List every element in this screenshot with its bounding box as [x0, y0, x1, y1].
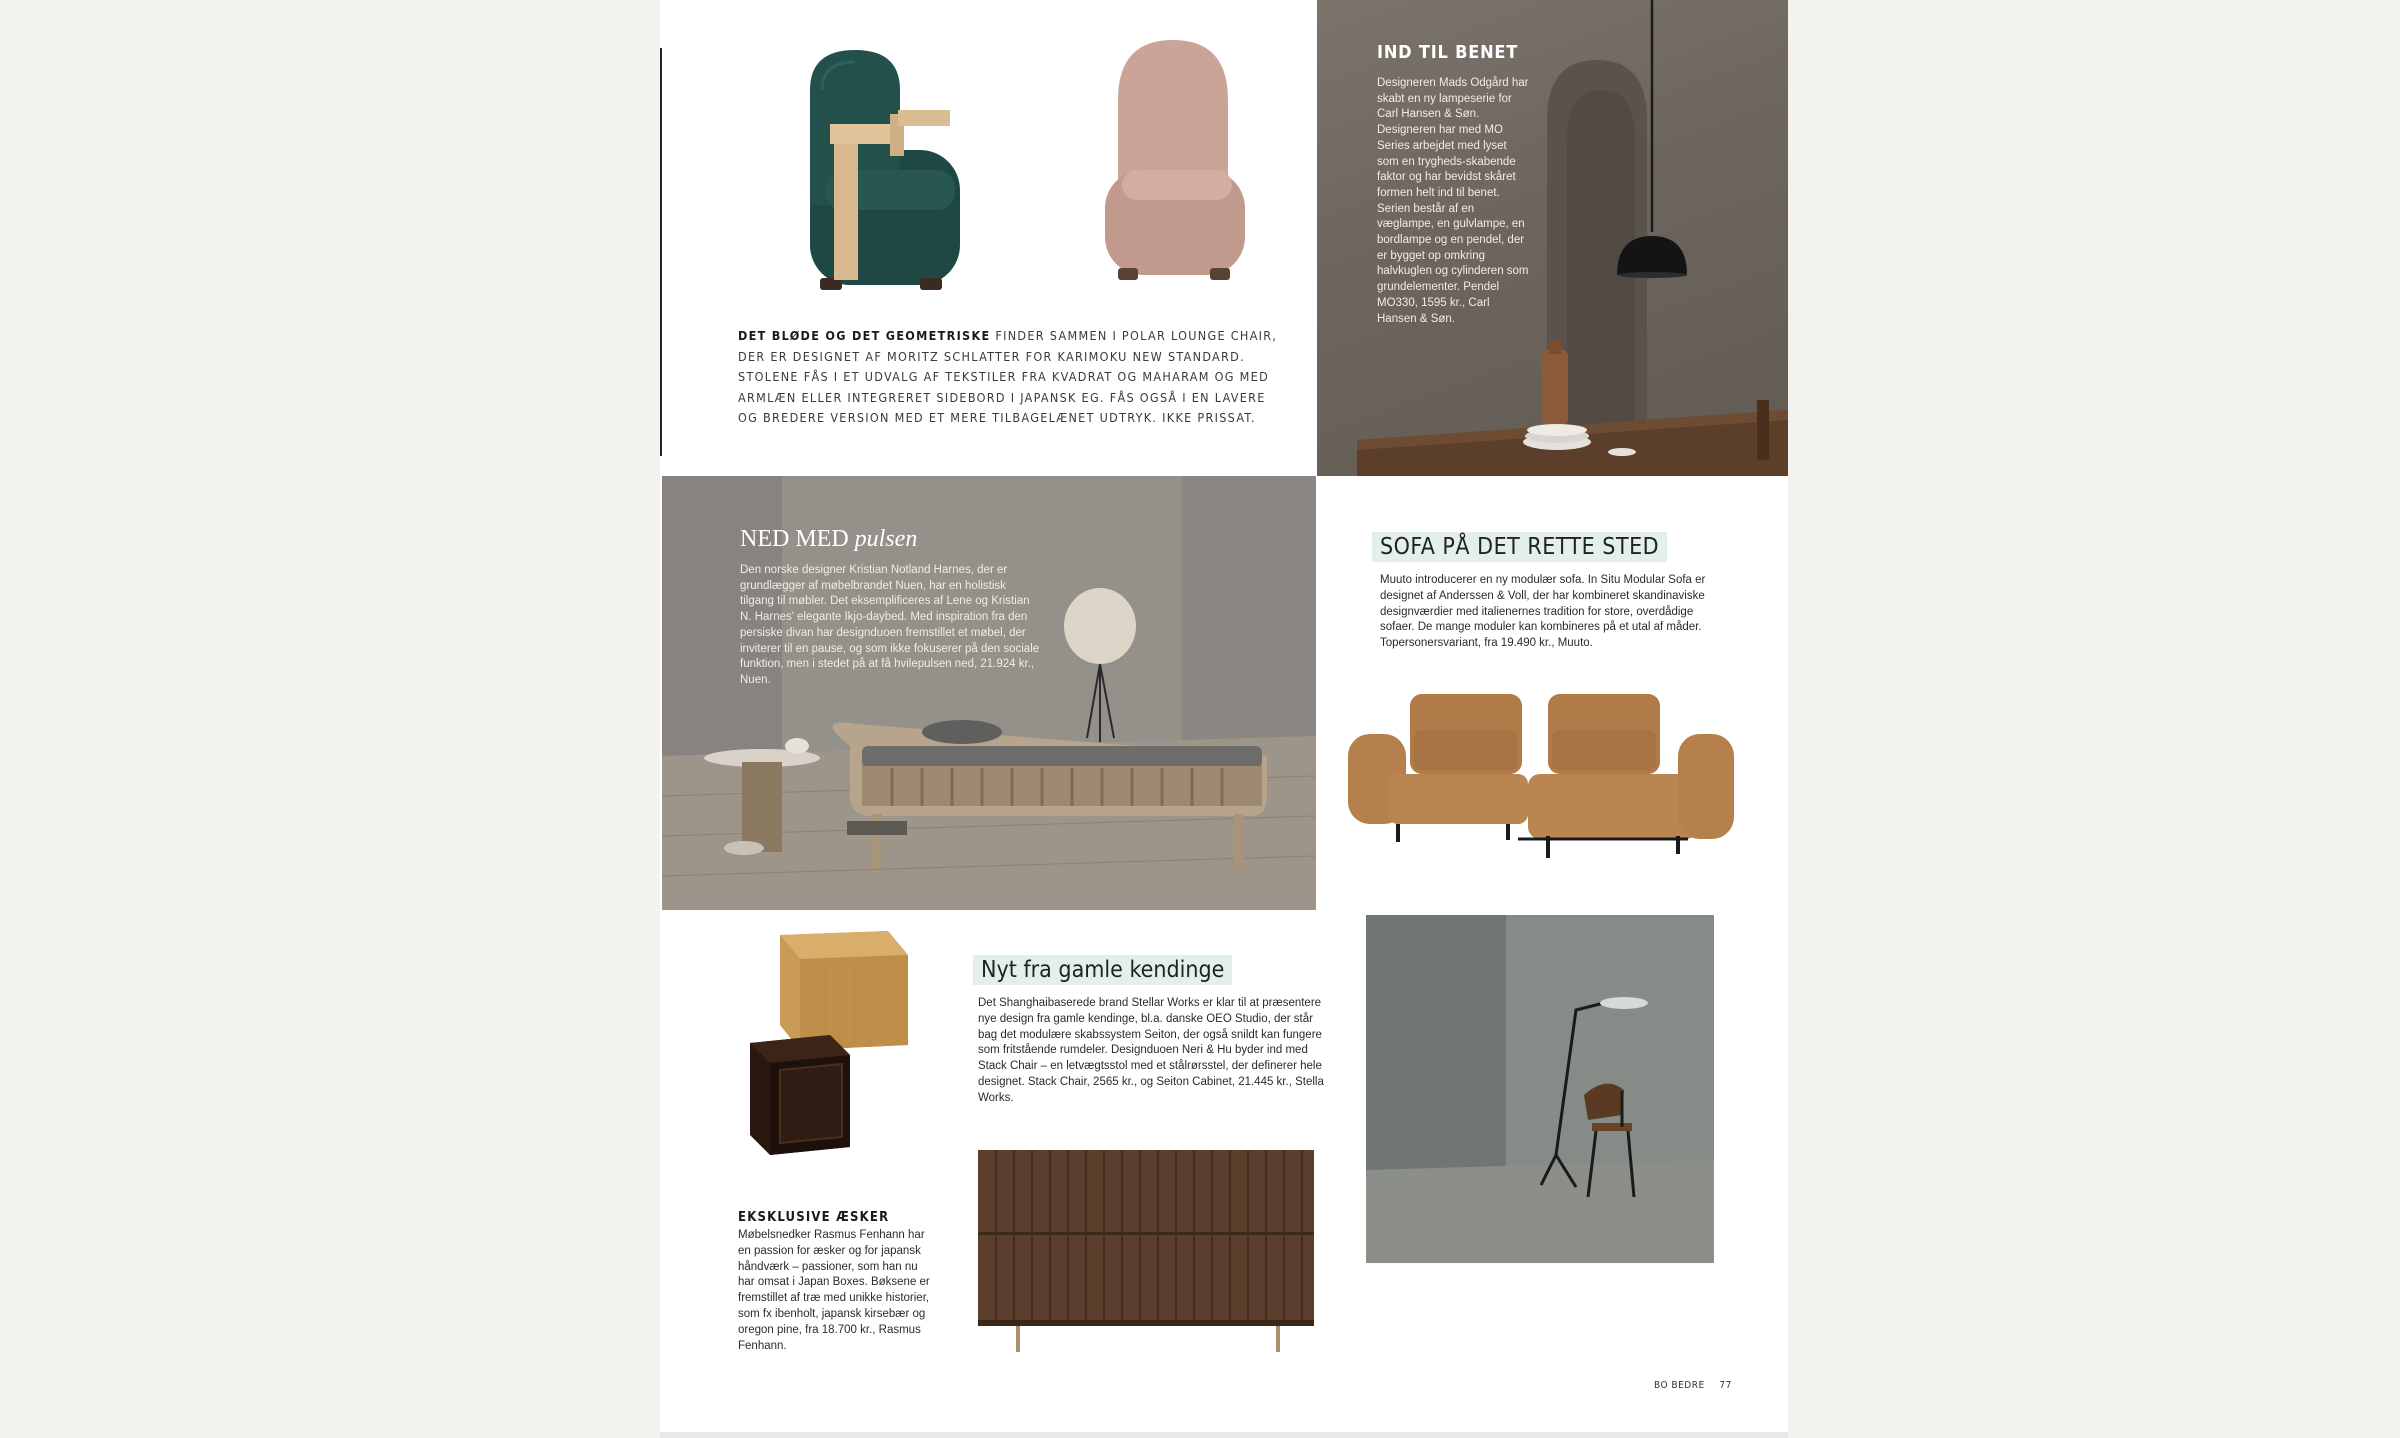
polar-chairs-image	[730, 30, 1330, 310]
folio-page: 77	[1719, 1380, 1732, 1391]
folio-magazine: BO BEDRE	[1654, 1380, 1705, 1391]
ikjo-daybed-title-italic: pulsen	[854, 526, 918, 552]
japan-boxes-title: EKSKLUSIVE ÆSKER	[738, 1210, 890, 1225]
mo-lamp-title: IND TIL BENET	[1377, 42, 1519, 63]
ikjo-daybed-title-main: NED MED	[740, 526, 855, 552]
japan-boxes-image	[730, 925, 950, 1175]
in-situ-sofa-image	[1348, 686, 1738, 876]
seiton-cabinet-image	[976, 1150, 1320, 1356]
magazine-page	[660, 0, 1788, 1438]
stack-chair-image	[1366, 915, 1714, 1263]
mo-lamp-body: Designeren Mads Odgård har skabt en ny lampeserie for Carl Hansen & Søn. Designeren har med MO Series arbejdet med lyset som en trygheds-skabende faktor og har bevidst skåret formen helt ind til benet. Serien består af en væglampe, en gulvlampe, en bordlampe og en pendel, der er bygget op omkring halvkuglen og cylinderen som grundelementer. Pendel MO330, 1595 kr., Carl Hansen & Søn.	[1377, 77, 1529, 325]
page-folio	[1654, 1380, 1732, 1391]
ikjo-daybed-title	[740, 526, 917, 553]
page-bottom-edge	[660, 1432, 1788, 1438]
ikjo-daybed-body: Den norske designer Kristian Notland Harnes, der er grundlægger af møbelbrandet Nuen, har en holistisk tilgang til møbler. Det eksemplificeres af Lene og Kristian N. Harnes' elegante Ikjo-daybed. Med inspiration fra den persiske divan har designduoen fremstillet et møbel, der inviterer til en pause, og som ikke fokuserer på den sociale funktion, men i stedet på at få hvilepulsen ned, 21.924 kr., Nuen.	[740, 564, 1040, 686]
margin-rule	[660, 48, 662, 456]
stellar-title	[973, 955, 1232, 985]
sofa-title	[1372, 532, 1667, 562]
ikjo-daybed-image	[662, 476, 1316, 910]
sofa-body: Muuto introducerer en ny modulær sofa. In Situ Modular Sofa er designet af Anderssen & Voll, der har kombineret skandinaviske designværdier med italienernes tradition for store, overdådige sofaer. De mange moduler kan kombineres på et utal af måder. Topersonersvariant, fra 19.490 kr., Muuto.	[1380, 574, 1706, 650]
sofa-title-text: SOFA PÅ DET RETTE STED	[1372, 532, 1667, 562]
stellar-title-text: Nyt fra gamle kendinge	[973, 955, 1232, 985]
polar-chairs-caption	[738, 326, 1290, 429]
japan-boxes-body: Møbelsnedker Rasmus Fenhann har en passion for æsker og for japansk håndværk – passioner, som han nu har omsat i Japan Boxes. Bøksene er fremstillet af træ med unikke historier, som fx ibenholt, japansk kirsebær og oregon pine, fra 18.700 kr., Rasmus Fenhann.	[738, 1229, 930, 1352]
stellar-body: Det Shanghaibaserede brand Stellar Works er klar til at præsentere nye design fra gamle kendinge, bl.a. danske OEO Studio, der står bag det modulære skabssystem Seiton, der også snildt kan fungere som fritstående rumdeler. Designduoen Neri & Hu byder ind med Stack Chair – en letvægtsstol med et stålrørsstel, der definerer hele designet. Stack Chair, 2565 kr., og Seiton Cabinet, 21.445 kr., Stella Works.	[978, 997, 1324, 1104]
polar-chairs-body: FINDER SAMMEN I POLAR LOUNGE CHAIR, DER ER DESIGNET AF MORITZ SCHLATTER FOR KARIMOKU NEW STANDARD. STOLENE FÅS I ET UDVALG AF TEKSTILER FRA KVADRAT OG MAHARAM OG MED ARMLÆN ELLER INTEGRERET SIDEBORD I JAPANSK EG. FÅS OGSÅ I EN LAVERE OG BREDERE VERSION MED ET MERE TILBAGELÆNET UDTRYK. IKKE PRISSAT.	[738, 328, 1278, 425]
polar-chairs-heading: DET BLØDE OG DET GEOMETRISKE	[738, 328, 991, 343]
mo-lamp-image	[1317, 0, 1788, 476]
